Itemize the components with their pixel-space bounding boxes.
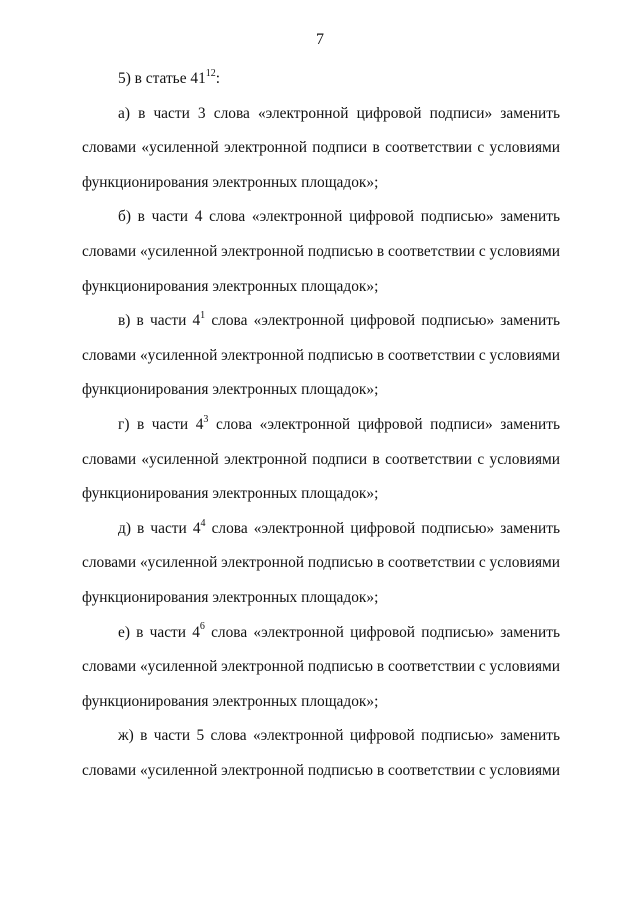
part-reference: д) в части 4 <box>118 519 201 537</box>
paragraph-line-1 <box>82 200 560 235</box>
paragraph-line-2: словами «усиленной электронной подписью в соответствии с условиями <box>82 242 560 260</box>
replacement-text: слова «электронной цифровой подписи» заменить <box>213 104 560 122</box>
paragraph-e <box>82 616 560 720</box>
intro-tail: : <box>215 70 221 87</box>
paragraph-zh <box>82 719 560 788</box>
paragraph-line-3: функционирования электронных площадок»; <box>82 588 379 606</box>
paragraph-g <box>82 408 560 512</box>
paragraph-line-2: словами «усиленной электронной подписи в соответствии с условиями <box>82 450 560 468</box>
intro-text: 5) в статье 41 <box>118 70 206 87</box>
part-superscript: 3 <box>203 413 209 425</box>
paragraph-line-2: словами «усиленной электронной подписью в соответствии с условиями <box>82 761 560 779</box>
part-superscript: 6 <box>199 621 205 633</box>
paragraph-line-1 <box>82 408 560 443</box>
replacement-text: слова «электронной цифровой подписью» заменить <box>211 519 560 537</box>
part-reference: ж) в части 5 <box>118 727 205 745</box>
paragraph-line-2: словами «усиленной электронной подписи в соответствии с условиями <box>82 139 560 157</box>
paragraph-line-1 <box>82 512 560 547</box>
replacement-text: слова «электронной цифровой подписи» заменить <box>215 415 560 433</box>
paragraph-line-3: функционирования электронных площадок»; <box>82 173 379 191</box>
paragraph-line-2: словами «усиленной электронной подписью в соответствии с условиями <box>82 658 560 676</box>
paragraph-v <box>82 304 560 408</box>
document-body <box>82 62 560 788</box>
paragraph-b <box>82 200 560 304</box>
paragraph-line-1 <box>82 616 560 651</box>
part-reference: а) в части 3 <box>118 104 206 122</box>
paragraph-line-3: функционирования электронных площадок»; <box>82 692 379 710</box>
replacement-text: слова «электронной цифровой подписью» заменить <box>211 623 560 641</box>
paragraph-line-1 <box>82 97 560 132</box>
paragraph-line-2: словами «усиленной электронной подписью в соответствии с условиями <box>82 346 560 364</box>
part-superscript: 1 <box>200 310 206 322</box>
paragraph-line-3: функционирования электронных площадок»; <box>82 381 379 399</box>
part-reference: б) в части 4 <box>118 208 203 226</box>
paragraph-line-3: функционирования электронных площадок»; <box>82 485 379 503</box>
replacement-text: слова «электронной цифровой подписью» заменить <box>210 727 560 745</box>
paragraph-d <box>82 512 560 616</box>
page-number: 7 <box>316 31 324 48</box>
paragraph-line-3: функционирования электронных площадок»; <box>82 277 379 295</box>
replacement-text: слова «электронной цифровой подписью» заменить <box>211 312 560 330</box>
part-reference: е) в части 4 <box>118 623 200 641</box>
replacement-text: слова «электронной цифровой подписью» заменить <box>209 208 560 226</box>
paragraph-line-1 <box>82 719 560 754</box>
paragraph-line-1 <box>82 304 560 339</box>
paragraph-line-2: словами «усиленной электронной подписью в соответствии с условиями <box>82 554 560 572</box>
part-reference: в) в части 4 <box>118 312 201 330</box>
part-reference: г) в части 4 <box>118 415 204 433</box>
paragraph-a <box>82 97 560 201</box>
intro-line <box>82 62 560 97</box>
part-superscript: 4 <box>200 517 206 529</box>
intro-superscript: 12 <box>205 67 216 79</box>
